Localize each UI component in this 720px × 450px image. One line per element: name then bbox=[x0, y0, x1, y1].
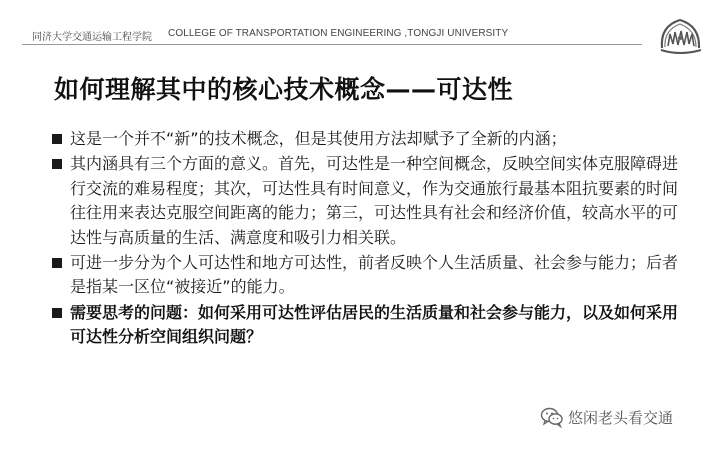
university-logo-icon bbox=[656, 14, 706, 58]
bullet-item-question bbox=[52, 301, 692, 350]
bullet-item bbox=[52, 127, 692, 151]
square-bullet-icon bbox=[52, 308, 62, 318]
square-bullet-icon bbox=[52, 159, 62, 169]
bullet-text: 可进一步分为个人可达性和地方可达性，前者反映个人生活质量、社会参与能力；后者是指某一区位“被接近”的能力。 bbox=[70, 253, 679, 297]
header-divider bbox=[22, 44, 642, 45]
watermark-text: 悠闲老头看交通 bbox=[568, 408, 674, 427]
square-bullet-icon bbox=[52, 258, 62, 268]
wechat-icon bbox=[540, 406, 564, 428]
square-bullet-icon bbox=[52, 134, 62, 144]
bullet-list bbox=[52, 127, 692, 351]
wechat-watermark bbox=[540, 405, 673, 429]
bullet-item bbox=[52, 251, 692, 300]
school-name-cn: 同济大学交通运输工程学院 bbox=[32, 32, 152, 43]
slide-header bbox=[0, 0, 720, 52]
bullet-text: 这是一个并不“新”的技术概念，但是其使用方法却赋予了全新的内涵； bbox=[70, 129, 567, 148]
bullet-text: 其内涵具有三个方面的意义。首先，可达性是一种空间概念，反映空间实体克服障碍进行交流的难易程度；其次，可达性具有时间意义，作为交通旅行最基本阻抗要素的时间往往用来表达克服空间距离的能力；第三，可达性具有社会和经济价值，较高水平的可达性与高质量的生活、满意度和吸引力相关联。 bbox=[70, 154, 679, 247]
bullet-text: 需要思考的问题：如何采用可达性评估居民的生活质量和社会参与能力，以及如何采用可达性分析空间组织问题？ bbox=[70, 302, 679, 347]
school-name-en: COLLEGE OF TRANSPORTATION ENGINEERING ,TONGJI UNIVERSITY bbox=[168, 28, 509, 39]
slide-title: 如何理解其中的核心技术概念——可达性 bbox=[54, 75, 514, 104]
bullet-item bbox=[52, 152, 692, 250]
